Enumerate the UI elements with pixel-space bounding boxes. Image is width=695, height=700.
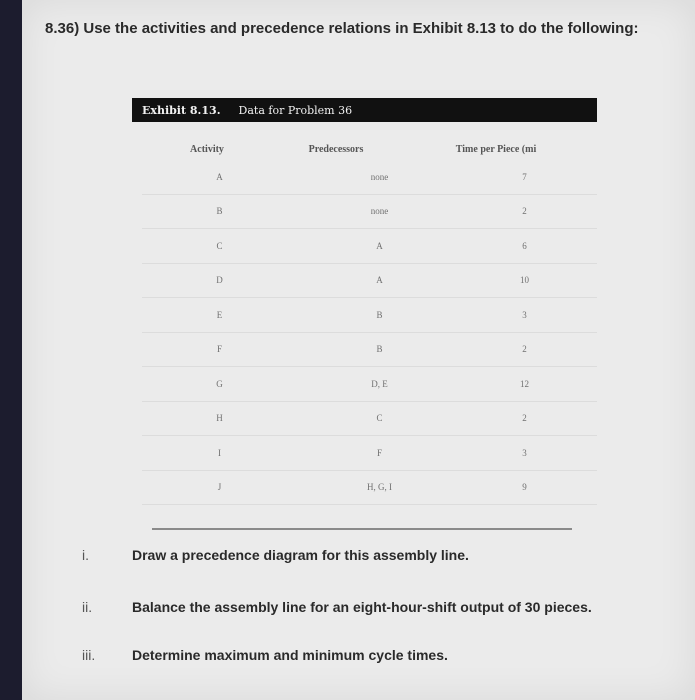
exhibit-title-bar [132,98,597,122]
table-row [142,436,597,471]
document-page [22,0,695,700]
question-text: Determine maximum and minimum cycle times. [132,647,448,663]
cell-activity: F [216,344,222,355]
cell-predecessors: none [370,206,389,217]
exhibit-table [132,98,597,508]
table-header [142,138,597,160]
table-row [142,229,597,264]
cell-predecessors: B [376,309,383,320]
question-marker: i. [82,547,89,563]
cell-predecessors: H, G, I [367,482,392,493]
question-text: Balance the assembly line for an eight-hour-shift output of 30 pieces. [132,599,592,615]
question-item [82,645,662,665]
header-activity: Activity [190,143,224,155]
exhibit-title: Data for Problem 36 [238,103,353,117]
cell-time: 7 [522,171,527,182]
table-row [142,367,597,402]
cell-predecessors: A [376,275,383,286]
question-marker: iii. [82,647,96,663]
table-row [142,298,597,333]
table-row [142,402,597,437]
cell-activity: C [216,240,223,251]
cell-time: 2 [522,206,527,217]
cell-predecessors: B [376,344,383,355]
question-item [82,597,662,617]
table-row [142,195,597,230]
table-row [142,160,597,195]
problem-statement: 8.36) Use the activities and precedence relations in Exhibit 8.13 to do the following: [45,20,639,37]
cell-activity: B [216,206,223,217]
cell-activity: D [216,275,223,286]
exhibit-number: Exhibit 8.13. [142,103,221,117]
cell-predecessors: F [376,447,382,458]
question-marker: ii. [82,599,93,615]
cell-predecessors: A [376,240,383,251]
table-row [142,333,597,368]
cell-time: 2 [522,413,527,424]
cell-time: 2 [522,344,527,355]
cell-time: 3 [522,309,527,320]
cell-time: 12 [520,378,529,389]
question-item [82,545,662,565]
cell-predecessors: none [370,171,389,182]
precedence-table [142,138,597,505]
cell-activity: J [217,482,222,493]
cell-time: 6 [522,240,527,251]
cell-predecessors: D, E [371,378,388,389]
table-row [142,471,597,506]
cell-activity: I [218,447,221,458]
cell-time: 9 [522,482,527,493]
cell-activity: G [216,378,223,389]
table-row [142,264,597,299]
header-predecessors: Predecessors [308,143,364,155]
question-text: Draw a precedence diagram for this assembly line. [132,547,469,563]
header-time: Time per Piece (mi [455,143,537,155]
table-bottom-rule [152,528,572,530]
cell-time: 3 [522,447,527,458]
cell-activity: A [216,171,223,182]
cell-predecessors: C [376,413,383,424]
cell-activity: E [216,309,223,320]
cell-time: 10 [520,275,529,286]
cell-activity: H [216,413,223,424]
